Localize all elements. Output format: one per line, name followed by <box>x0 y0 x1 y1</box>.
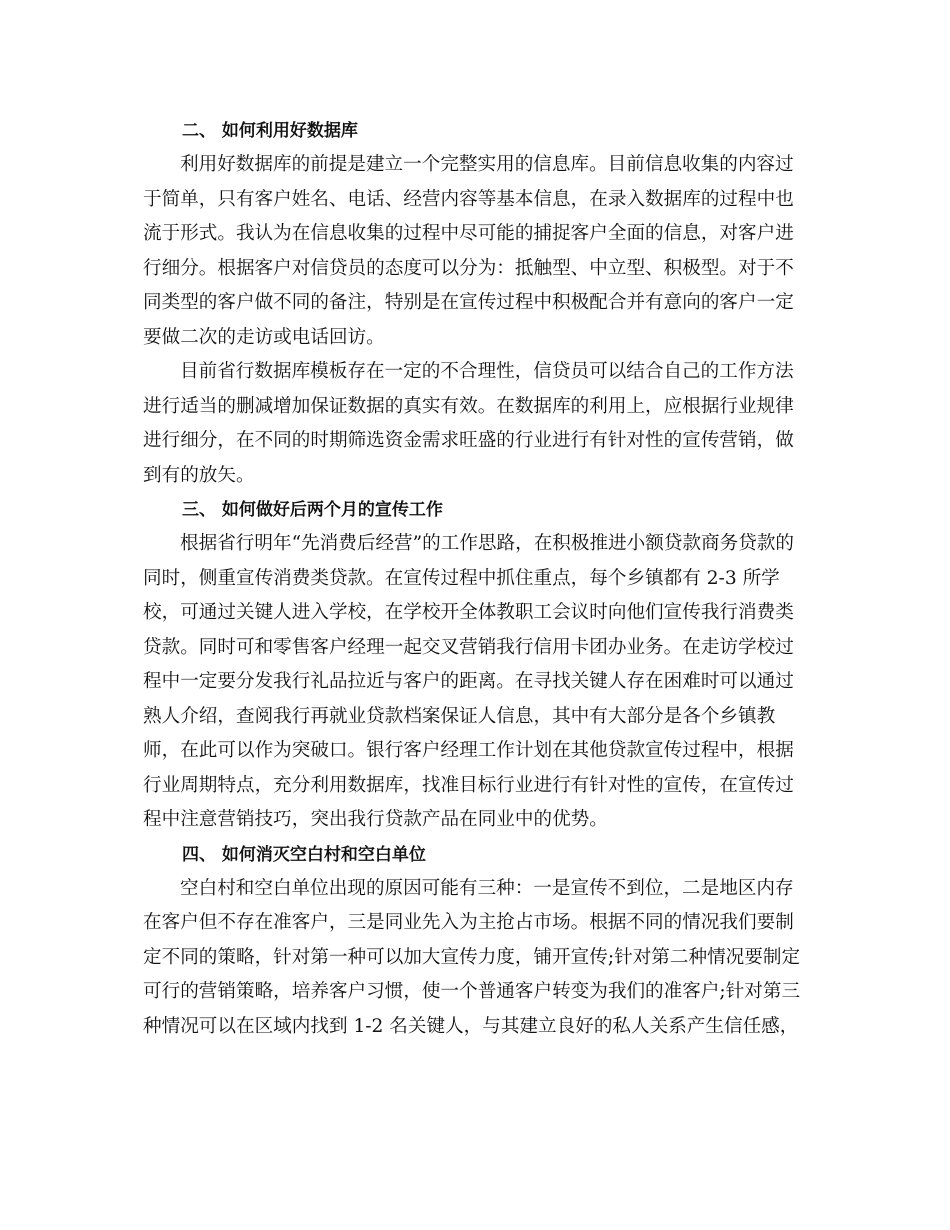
text-line: 熟人介绍，查阅我行再就业贷款档案保证人信息，其中有大部分是各个乡镇教 <box>143 705 776 727</box>
text-line: 行细分。根据客户对信贷员的态度可以分为：抵触型、中立型、积极型。对于不 <box>143 257 794 279</box>
text-line: 要做二次的走访或电话回访。 <box>143 326 385 348</box>
text-line: 根据省行明年“先消费后经营”的工作思路，在积极推进小额贷款商务贷款的 <box>180 533 795 554</box>
section-heading-2: 二、 如何利用好数据库 <box>182 121 358 141</box>
text-line: 同时，侧重宣传消费类贷款。在宣传过程中抓住重点，每个乡镇都有 2-3 所学 <box>143 567 780 589</box>
text-line: 目前省行数据库模板存在一定的不合理性，信贷员可以结合自己的工作方法 <box>180 361 794 382</box>
text-line: 程中注意营销技巧，突出我行贷款产品在同业中的优势。 <box>143 809 608 830</box>
text-line: 程中一定要分发我行礼品拉近与客户的距离。在寻找关键人存在困难时可以通过 <box>143 671 794 692</box>
text-line: 于简单，只有客户姓名、电话、经营内容等基本信息，在录入数据库的过程中也 <box>143 188 794 210</box>
text-line: 空白村和空白单位出现的原因可能有三种：一是宣传不到位，二是地区内存 <box>180 877 794 899</box>
text-line: 可行的营销策略，培养客户习惯，使一个普通客户转变为我们的准客户;针对第三 <box>143 981 801 1002</box>
section-heading-3: 三、 如何做好后两个月的宣传工作 <box>182 500 443 520</box>
document-body <box>143 114 808 1044</box>
text-line: 行业周期特点，充分利用数据库，找准目标行业进行有针对性的宣传，在宣传过 <box>143 774 794 796</box>
text-line: 贷款。同时可和零售客户经理一起交叉营销我行信用卡团办业务。在走访学校过 <box>143 636 794 658</box>
text-line: 在客户但不存在准客户，三是同业先入为主抢占市场。根据不同的情况我们要制 <box>143 912 794 933</box>
paragraph <box>143 872 808 1045</box>
text-line: 到有的放矢。 <box>143 464 255 486</box>
paragraph <box>143 355 808 493</box>
text-line: 同类型的客户做不同的备注，特别是在宣传过程中积极配合并有意向的客户一定 <box>143 292 794 313</box>
text-line: 进行细分，在不同的时期筛选资金需求旺盛的行业进行有针对性的宣传营销，做 <box>143 430 794 451</box>
text-line: 流于形式。我认为在信息收集的过程中尽可能的捕捉客户全面的信息，对客户进 <box>143 223 794 244</box>
text-line: 定不同的策略，针对第一种可以加大宣传力度，铺开宣传;针对第二种情况要制定 <box>143 946 801 968</box>
text-line: 种情况可以在区域内找到 1-2 名关键人，与其建立良好的私人关系产生信任感， <box>143 1015 799 1037</box>
text-line: 校，可通过关键人进入学校，在学校开全体教职工会议时向他们宣传我行消费类 <box>143 602 794 623</box>
paragraph <box>143 148 808 355</box>
paragraph <box>143 527 808 838</box>
text-line: 利用好数据库的前提是建立一个完整实用的信息库。目前信息收集的内容过 <box>180 154 794 175</box>
text-line: 进行适当的删减增加保证数据的真实有效。在数据库的利用上，应根据行业规律 <box>143 395 794 417</box>
section-heading-4: 四、 如何消灭空白村和空白单位 <box>182 844 426 865</box>
text-line: 师，在此可以作为突破口。银行客户经理工作计划在其他贷款宣传过程中，根据 <box>143 740 794 761</box>
